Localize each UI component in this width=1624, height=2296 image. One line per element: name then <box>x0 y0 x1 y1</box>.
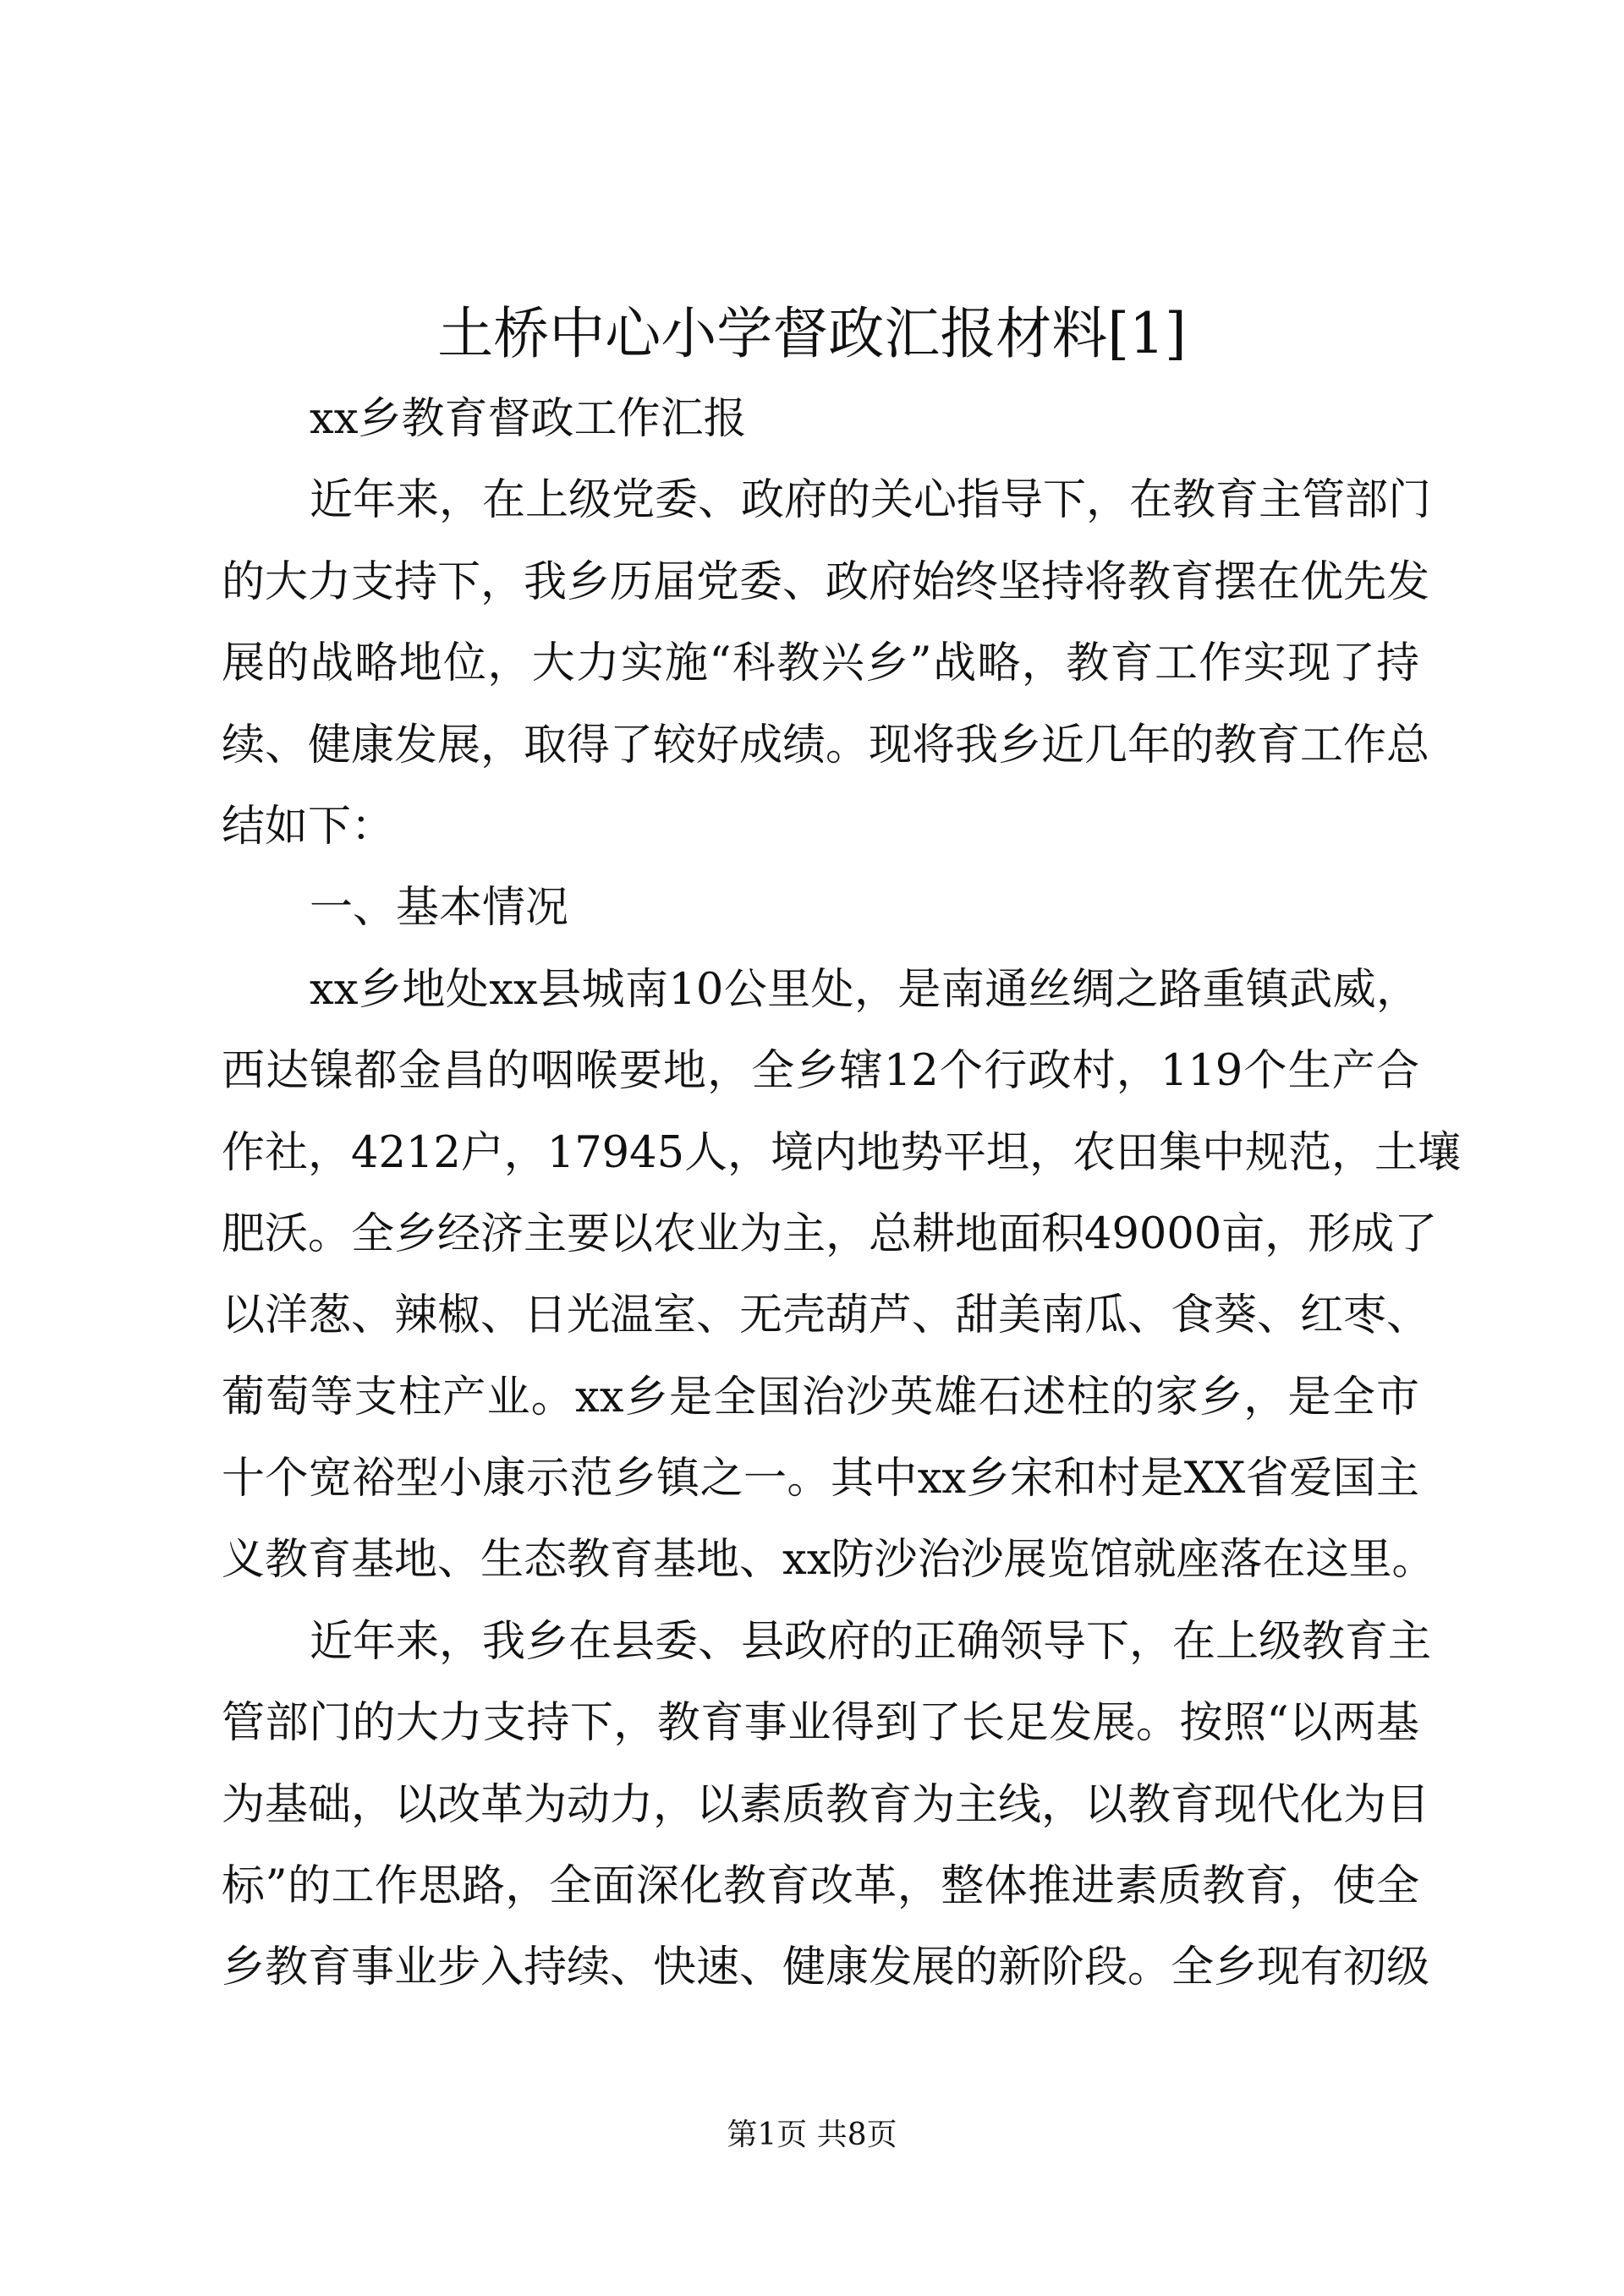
paragraph-line: 乡教育事业步入持续、快速、健康发展的新阶段。全乡现有初级 <box>222 1943 1430 1993</box>
paragraph-line: 为基础，以改革为动力，以素质教育为主线，以教育现代化为目 <box>222 1779 1430 1830</box>
paragraph-line: 管部门的大力支持下，教育事业得到了长足发展。按照“以两基 <box>222 1698 1419 1749</box>
paragraph-line: 肥沃。全乡经济主要以农业为主，总耕地面积49000亩，形成了 <box>222 1208 1438 1259</box>
paragraph-line: 西达镍都金昌的咽喉要地，全乡辖12个行政村，119个生产合 <box>222 1046 1419 1097</box>
paragraph-line: 标”的工作思路，全面深化教育改革，整体推进素质教育，使全 <box>222 1861 1419 1912</box>
paragraph-line: 以洋葱、辣椒、日光温室、无壳葫芦、甜美南瓜、食葵、红枣、 <box>222 1290 1430 1341</box>
paragraph-line: 的大力支持下，我乡历届党委、政府始终坚持将教育摆在优先发 <box>222 556 1430 607</box>
paragraph-line: 义教育基地、生态教育基地、xx防沙治沙展览馆就座落在这里。 <box>222 1535 1435 1586</box>
section-heading: xx乡教育督政工作汇报 <box>310 394 747 444</box>
section-heading: 一、基本情况 <box>310 883 569 934</box>
paragraph-line: 十个宽裕型小康示范乡镇之一。其中xx乡宋和村是XX省爱国主 <box>222 1454 1419 1504</box>
page-number-footer: 第1页 共8页 <box>727 2118 897 2152</box>
document-body <box>222 379 1462 2009</box>
paragraph-line: xx乡地处xx县城南10公里处，是南通丝绸之路重镇武威， <box>310 964 1419 1015</box>
paragraph-line: 近年来，在上级党委、政府的关心指导下，在教育主管部门 <box>310 475 1432 526</box>
paragraph-line: 近年来，我乡在县委、县政府的正确领导下，在上级教育主 <box>310 1616 1432 1667</box>
paragraph-line: 续、健康发展，取得了较好成绩。现将我乡近几年的教育工作总 <box>222 720 1430 770</box>
paragraph-line: 作社，4212户，17945人，境内地势平坦，农田集中规范，土壤 <box>222 1127 1462 1178</box>
paragraph-line: 结如下： <box>222 801 395 852</box>
paragraph-line: 展的战略地位，大力实施“科教兴乡”战略，教育工作实现了持 <box>222 638 1419 689</box>
paragraph-line: 葡萄等支柱产业。xx乡是全国治沙英雄石述柱的家乡，是全市 <box>222 1372 1419 1422</box>
document-title: 土桥中心小学督政汇报材料[1] <box>437 301 1187 366</box>
